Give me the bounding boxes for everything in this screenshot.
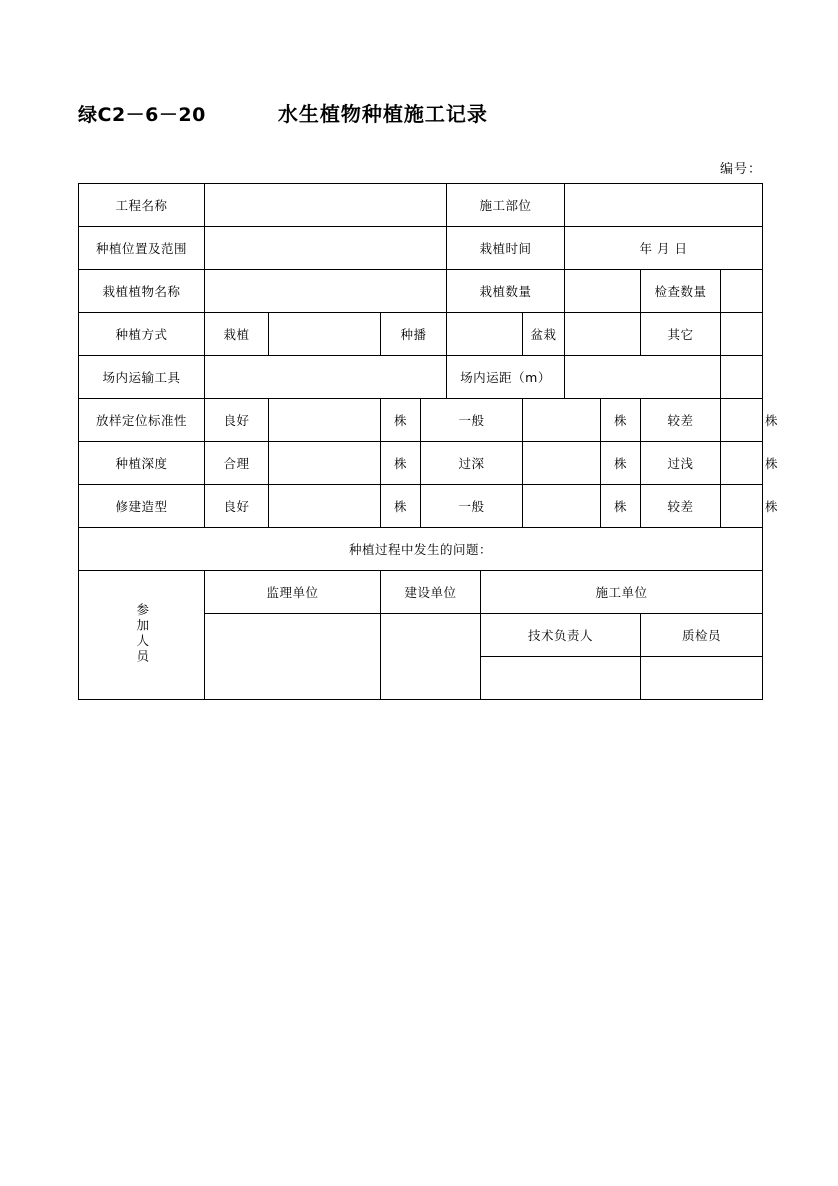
record-number-label: 编号：: [719, 162, 762, 177]
table-row: 放样定位标准性 良好 株 一般 株 较差 株: [79, 399, 763, 442]
value-check-quantity[interactable]: [721, 270, 763, 313]
table-row: [79, 270, 763, 313]
label-shape-average: 一般: [421, 485, 523, 528]
form-code: 绿C2－6－20: [78, 104, 206, 126]
label-project-name: 工程名称: [79, 184, 205, 227]
table-row: [79, 227, 763, 270]
label-shape-good: 良好: [205, 485, 269, 528]
value-technical-leader[interactable]: [481, 657, 641, 700]
label-method-other: 其它: [641, 313, 721, 356]
value-depth-too-shallow[interactable]: [721, 442, 763, 485]
label-method-zhongbo: 种播: [381, 313, 447, 356]
table-row: [79, 528, 763, 571]
label-contractor-unit: 施工单位: [481, 571, 763, 614]
label-shape-poor: 较差: [641, 485, 721, 528]
value-accuracy-good[interactable]: [269, 399, 381, 442]
value-method-penzai[interactable]: [565, 313, 641, 356]
record-table: [78, 183, 779, 700]
table-row: 修建造型 良好 株 一般 株 较差 株: [79, 485, 763, 528]
label-construction-owner-unit: 建设单位: [381, 571, 481, 614]
value-method-zaizhi[interactable]: [269, 313, 381, 356]
value-transport-distance-extra[interactable]: [721, 356, 763, 399]
value-transport-tool[interactable]: [205, 356, 447, 399]
document-header: [78, 98, 762, 127]
unit-depth-reasonable: 株: [381, 442, 421, 485]
value-shape-average[interactable]: [523, 485, 601, 528]
label-check-quantity: 检查数量: [641, 270, 721, 313]
unit-accuracy-average: 株: [601, 399, 641, 442]
label-transport-distance: 场内运距（m）: [447, 356, 565, 399]
table-row: [79, 571, 763, 614]
value-method-other[interactable]: [721, 313, 763, 356]
label-method-zaizhi: 栽植: [205, 313, 269, 356]
table-row: [79, 313, 763, 356]
label-plant-name: 栽植植物名称: [79, 270, 205, 313]
value-construction-part[interactable]: [565, 184, 763, 227]
table-row: 种植深度 合理 株 过深 株 过浅 株: [79, 442, 763, 485]
label-pruning-shape: 修建造型: [79, 485, 205, 528]
value-planting-location[interactable]: [205, 227, 447, 270]
label-transport-tool: 场内运输工具: [79, 356, 205, 399]
label-planting-time: 栽植时间: [447, 227, 565, 270]
unit-depth-too-deep: 株: [601, 442, 641, 485]
label-accuracy-average: 一般: [421, 399, 523, 442]
label-planting-quantity: 栽植数量: [447, 270, 565, 313]
value-depth-too-deep[interactable]: [523, 442, 601, 485]
value-plant-name[interactable]: [205, 270, 447, 313]
table-row: [79, 184, 763, 227]
label-planting-depth: 种植深度: [79, 442, 205, 485]
label-planting-location: 种植位置及范围: [79, 227, 205, 270]
label-accuracy-good: 良好: [205, 399, 269, 442]
unit-accuracy-good: 株: [381, 399, 421, 442]
label-quality-inspector: 质检员: [641, 614, 763, 657]
notes-area[interactable]: 种植过程中发生的问题：: [79, 528, 763, 571]
participants-vertical-text: 参加人员: [134, 602, 150, 665]
label-depth-reasonable: 合理: [205, 442, 269, 485]
label-setting-out-accuracy: 放样定位标准性: [79, 399, 205, 442]
value-method-zhongbo[interactable]: [447, 313, 523, 356]
value-transport-distance[interactable]: [565, 356, 721, 399]
value-project-name[interactable]: [205, 184, 447, 227]
unit-shape-good: 株: [381, 485, 421, 528]
label-depth-too-deep: 过深: [421, 442, 523, 485]
value-supervision-unit[interactable]: [205, 614, 381, 700]
label-depth-too-shallow: 过浅: [641, 442, 721, 485]
value-planting-quantity[interactable]: [565, 270, 641, 313]
unit-shape-average: 株: [601, 485, 641, 528]
label-participants: [79, 571, 205, 700]
page-title: 水生植物种植施工记录: [277, 102, 488, 126]
label-planting-method: 种植方式: [79, 313, 205, 356]
table-row: [79, 356, 763, 399]
label-construction-part: 施工部位: [447, 184, 565, 227]
label-technical-leader: 技术负责人: [481, 614, 641, 657]
value-accuracy-average[interactable]: [523, 399, 601, 442]
value-quality-inspector[interactable]: [641, 657, 763, 700]
value-shape-good[interactable]: [269, 485, 381, 528]
label-method-penzai: 盆栽: [523, 313, 565, 356]
label-accuracy-poor: 较差: [641, 399, 721, 442]
label-supervision-unit: 监理单位: [205, 571, 381, 614]
value-shape-poor[interactable]: [721, 485, 763, 528]
value-planting-time[interactable]: 年 月 日: [565, 227, 763, 270]
value-owner-unit[interactable]: [381, 614, 481, 700]
value-depth-reasonable[interactable]: [269, 442, 381, 485]
value-accuracy-poor[interactable]: [721, 399, 763, 442]
